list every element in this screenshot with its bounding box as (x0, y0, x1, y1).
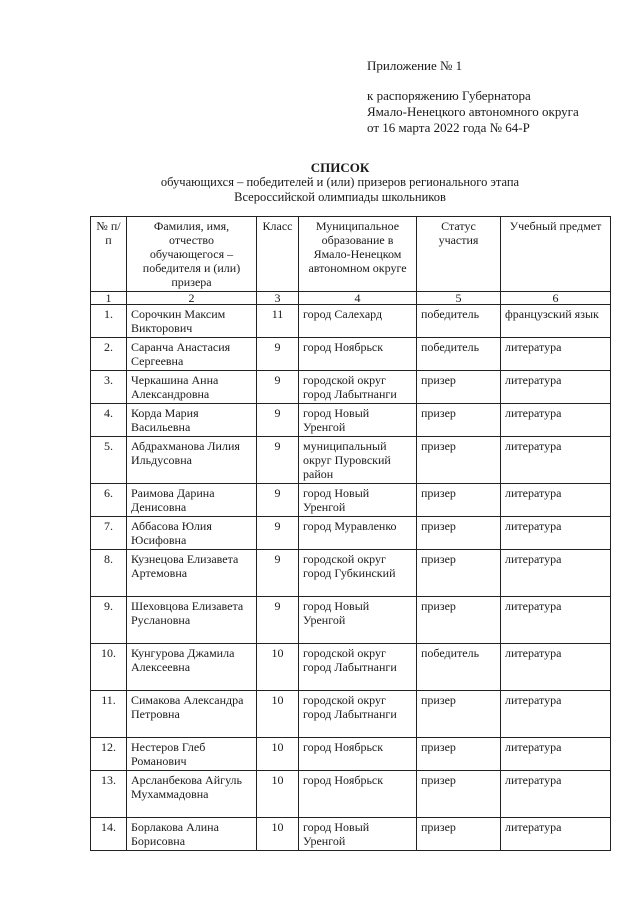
student-grade: 9 (257, 517, 299, 550)
student-subject: литература (501, 338, 611, 371)
student-subject: французский язык (501, 305, 611, 338)
student-grade: 9 (257, 550, 299, 597)
student-municipality: муниципальный округ Пуровский район (299, 437, 417, 484)
student-status: призер (417, 484, 501, 517)
row-number: 3. (91, 371, 127, 404)
student-name: Аббасова Юлия Юсифовна (127, 517, 257, 550)
student-name: Кузнецова Елизавета Артемовна (127, 550, 257, 597)
header-status: Статус участия (417, 217, 501, 292)
student-grade: 9 (257, 404, 299, 437)
student-subject: литература (501, 771, 611, 818)
row-number: 2. (91, 338, 127, 371)
table-row (91, 517, 611, 550)
student-status: призер (417, 437, 501, 484)
student-subject: литература (501, 371, 611, 404)
table-row (91, 597, 611, 644)
table-row (91, 437, 611, 484)
row-number: 5. (91, 437, 127, 484)
student-subject: литература (501, 691, 611, 738)
student-subject: литература (501, 404, 611, 437)
column-number: 1 (91, 292, 127, 305)
table-row (91, 644, 611, 691)
student-municipality: город Ноябрьск (299, 771, 417, 818)
column-number: 6 (501, 292, 611, 305)
row-number: 9. (91, 597, 127, 644)
row-number: 6. (91, 484, 127, 517)
student-municipality: город Муравленко (299, 517, 417, 550)
student-municipality: городской округ город Лабытнанги (299, 644, 417, 691)
student-name: Симакова Александра Петровна (127, 691, 257, 738)
student-grade: 10 (257, 818, 299, 851)
student-grade: 9 (257, 484, 299, 517)
student-status: призер (417, 691, 501, 738)
student-municipality: городской округ город Лабытнанги (299, 371, 417, 404)
student-name: Сорочкин Максим Викторович (127, 305, 257, 338)
header-name: Фамилия, имя, отчество обучающегося – победителя и (или) призера (127, 217, 257, 292)
student-subject: литература (501, 597, 611, 644)
student-status: победитель (417, 338, 501, 371)
annex-block (367, 58, 579, 136)
student-subject: литература (501, 437, 611, 484)
student-name: Арсланбекова Айгуль Мухаммадовна (127, 771, 257, 818)
row-number: 7. (91, 517, 127, 550)
student-grade: 9 (257, 371, 299, 404)
student-municipality: город Салехард (299, 305, 417, 338)
table-row (91, 738, 611, 771)
student-grade: 10 (257, 771, 299, 818)
row-number: 10. (91, 644, 127, 691)
table-row (91, 338, 611, 371)
row-number: 13. (91, 771, 127, 818)
heading-line-1: обучающихся – победителей и (или) призеров регионального этапа (160, 175, 520, 189)
row-number: 1. (91, 305, 127, 338)
student-status: победитель (417, 305, 501, 338)
table-row (91, 404, 611, 437)
student-municipality: городской округ город Лабытнанги (299, 691, 417, 738)
student-status: призер (417, 550, 501, 597)
student-name: Кунгурова Джамила Алексеевна (127, 644, 257, 691)
student-subject: литература (501, 818, 611, 851)
student-name: Черкашина Анна Александровна (127, 371, 257, 404)
header-num: № п/п (91, 217, 127, 292)
student-status: призер (417, 404, 501, 437)
student-municipality: город Ноябрьск (299, 738, 417, 771)
student-name: Нестеров Глеб Романович (127, 738, 257, 771)
student-grade: 9 (257, 437, 299, 484)
student-status: призер (417, 371, 501, 404)
annex-title: Приложение № 1 (367, 58, 463, 73)
student-status: призер (417, 738, 501, 771)
student-subject: литература (501, 738, 611, 771)
student-status: победитель (417, 644, 501, 691)
student-municipality: город Новый Уренгой (299, 484, 417, 517)
column-number: 4 (299, 292, 417, 305)
student-name: Корда Мария Васильевна (127, 404, 257, 437)
student-status: призер (417, 818, 501, 851)
student-municipality: город Новый Уренгой (299, 818, 417, 851)
student-grade: 10 (257, 644, 299, 691)
student-name: Борлакова Алина Борисовна (127, 818, 257, 851)
header-subject: Учебный предмет (501, 217, 611, 292)
student-municipality: город Новый Уренгой (299, 404, 417, 437)
column-number: 2 (127, 292, 257, 305)
table-row (91, 691, 611, 738)
column-number: 5 (417, 292, 501, 305)
table-row (91, 771, 611, 818)
student-name: Раимова Дарина Денисовна (127, 484, 257, 517)
header-grade: Класс (257, 217, 299, 292)
student-grade: 10 (257, 738, 299, 771)
table-header-row (91, 217, 611, 292)
table-row (91, 550, 611, 597)
table-row (91, 484, 611, 517)
table-row (91, 818, 611, 851)
winners-table (90, 216, 611, 851)
row-number: 8. (91, 550, 127, 597)
row-number: 14. (91, 818, 127, 851)
student-subject: литература (501, 550, 611, 597)
table-row (91, 305, 611, 338)
row-number: 12. (91, 738, 127, 771)
annex-line-2: Ямало-Ненецкого автономного округа (367, 104, 579, 119)
header-municipality: Муниципальное образование в Ямало-Ненецком автономном округе (299, 217, 417, 292)
student-name: Саранча Анастасия Сергеевна (127, 338, 257, 371)
column-number: 3 (257, 292, 299, 305)
student-subject: литература (501, 484, 611, 517)
row-number: 11. (91, 691, 127, 738)
student-subject: литература (501, 517, 611, 550)
table-row (91, 371, 611, 404)
student-municipality: город Ноябрьск (299, 338, 417, 371)
document-heading (130, 160, 550, 205)
annex-line-3: от 16 марта 2022 года № 64-Р (367, 120, 530, 135)
student-status: призер (417, 771, 501, 818)
annex-line-1: к распоряжению Губернатора (367, 88, 531, 103)
student-name: Шеховцова Елизавета Руслановна (127, 597, 257, 644)
student-status: призер (417, 597, 501, 644)
student-grade: 9 (257, 338, 299, 371)
student-grade: 10 (257, 691, 299, 738)
student-grade: 9 (257, 597, 299, 644)
student-municipality: городской округ город Губкинский (299, 550, 417, 597)
student-subject: литература (501, 644, 611, 691)
document-title: СПИСОК (310, 160, 370, 175)
student-status: призер (417, 517, 501, 550)
student-name: Абдрахманова Лилия Ильдусовна (127, 437, 257, 484)
heading-line-2: Всероссийской олимпиады школьников (234, 190, 446, 204)
student-grade: 11 (257, 305, 299, 338)
column-number-row (91, 292, 611, 305)
student-municipality: город Новый Уренгой (299, 597, 417, 644)
row-number: 4. (91, 404, 127, 437)
